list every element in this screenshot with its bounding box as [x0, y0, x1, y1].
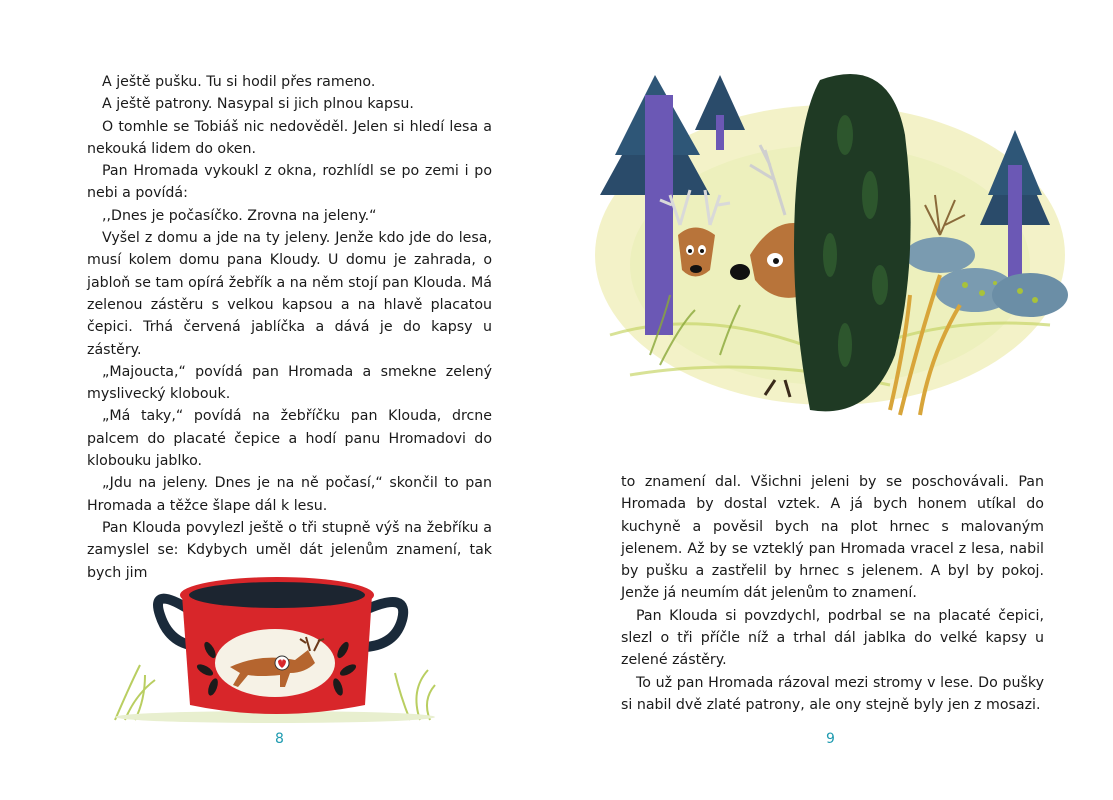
paragraph: „Majoucta,“ povídá pan Hromada a smekne zelený myslivecký klobouk.: [87, 363, 492, 403]
left-page-text: [87, 71, 492, 584]
right-page-text: [621, 471, 1044, 716]
paragraph: „Má taky,“ povídá na žebříčku pan Klouda, drcne palcem do placaté čepice a hodí panu Hromadovi do klobouku jablko.: [87, 408, 492, 470]
page-number: 8: [275, 731, 284, 747]
paragraph: „Jdu na jeleny. Dnes je na ně počasí,“ skončil to pan Hromada a těžce šlape dál k lesu.: [87, 475, 492, 514]
paragraph: Pan Hromada vykoukl z okna, rozhlídl se po zemi i po nebi a povídá:: [87, 163, 492, 202]
forest-deer-illustration: [590, 55, 1070, 435]
paragraph: Vyšel z domu a jde na ty jeleny. Jenže kdo jde do lesa, musí kolem domu pana Kloudy. U domu je zahrada, o jabloň se tam opírá žebřík a na něm stojí pan Klouda. Má zelenou zástěru s velkou kapsou a na hlavě placatou čepici. Trhá červená jablíčka a dává je do kapsy u zástěry.: [87, 230, 492, 358]
paragraph: To už pan Hromada rázoval mezi stromy v lese. Do pušky si nabil dvě zlaté patrony, ale ony stejně byly jen z mosazi.: [621, 674, 1044, 713]
pot-with-deer-illustration: [110, 555, 440, 725]
paragraph: Pan Klouda si povzdychl, podrbal se na placaté čepici, slezl o tři příčle níž a trhal dál jablka do velké kapsy u zelené zástěry.: [621, 607, 1044, 669]
paragraph: ,,Dnes je počasíčko. Zrovna na jeleny.“: [102, 207, 377, 224]
page-number: 9: [826, 731, 835, 747]
paragraph: A ještě pušku. Tu si hodil přes rameno.: [102, 74, 376, 90]
paragraph: A ještě patrony. Nasypal si jich plnou kapsu.: [102, 96, 414, 113]
left-page: [0, 0, 556, 800]
paragraph: Pan Klouda povylezl ještě o tři stupně výš na žebříku a zamyslel se: Kdybych uměl dát jelenům znamení, tak bych jim: [87, 519, 492, 581]
paragraph: to znamení dal. Všichni jeleni by se poschovávali. Pan Hromada by dostal vztek. A já bych honem utíkal do kuchyně a pověsil bych na plot hrnec s malovaným jelenem. Až by se vzteklý pan Hromada vracel z lesa, nabil by pušku a zastřelil by hrnec s jelenem. A byl by pokoj. Jenže já neumím dát jelenům to znamení.: [621, 474, 1044, 602]
paragraph: O tomhle se Tobiáš nic nedověděl. Jelen si hledí lesa a nekouká lidem do oken.: [87, 118, 492, 157]
